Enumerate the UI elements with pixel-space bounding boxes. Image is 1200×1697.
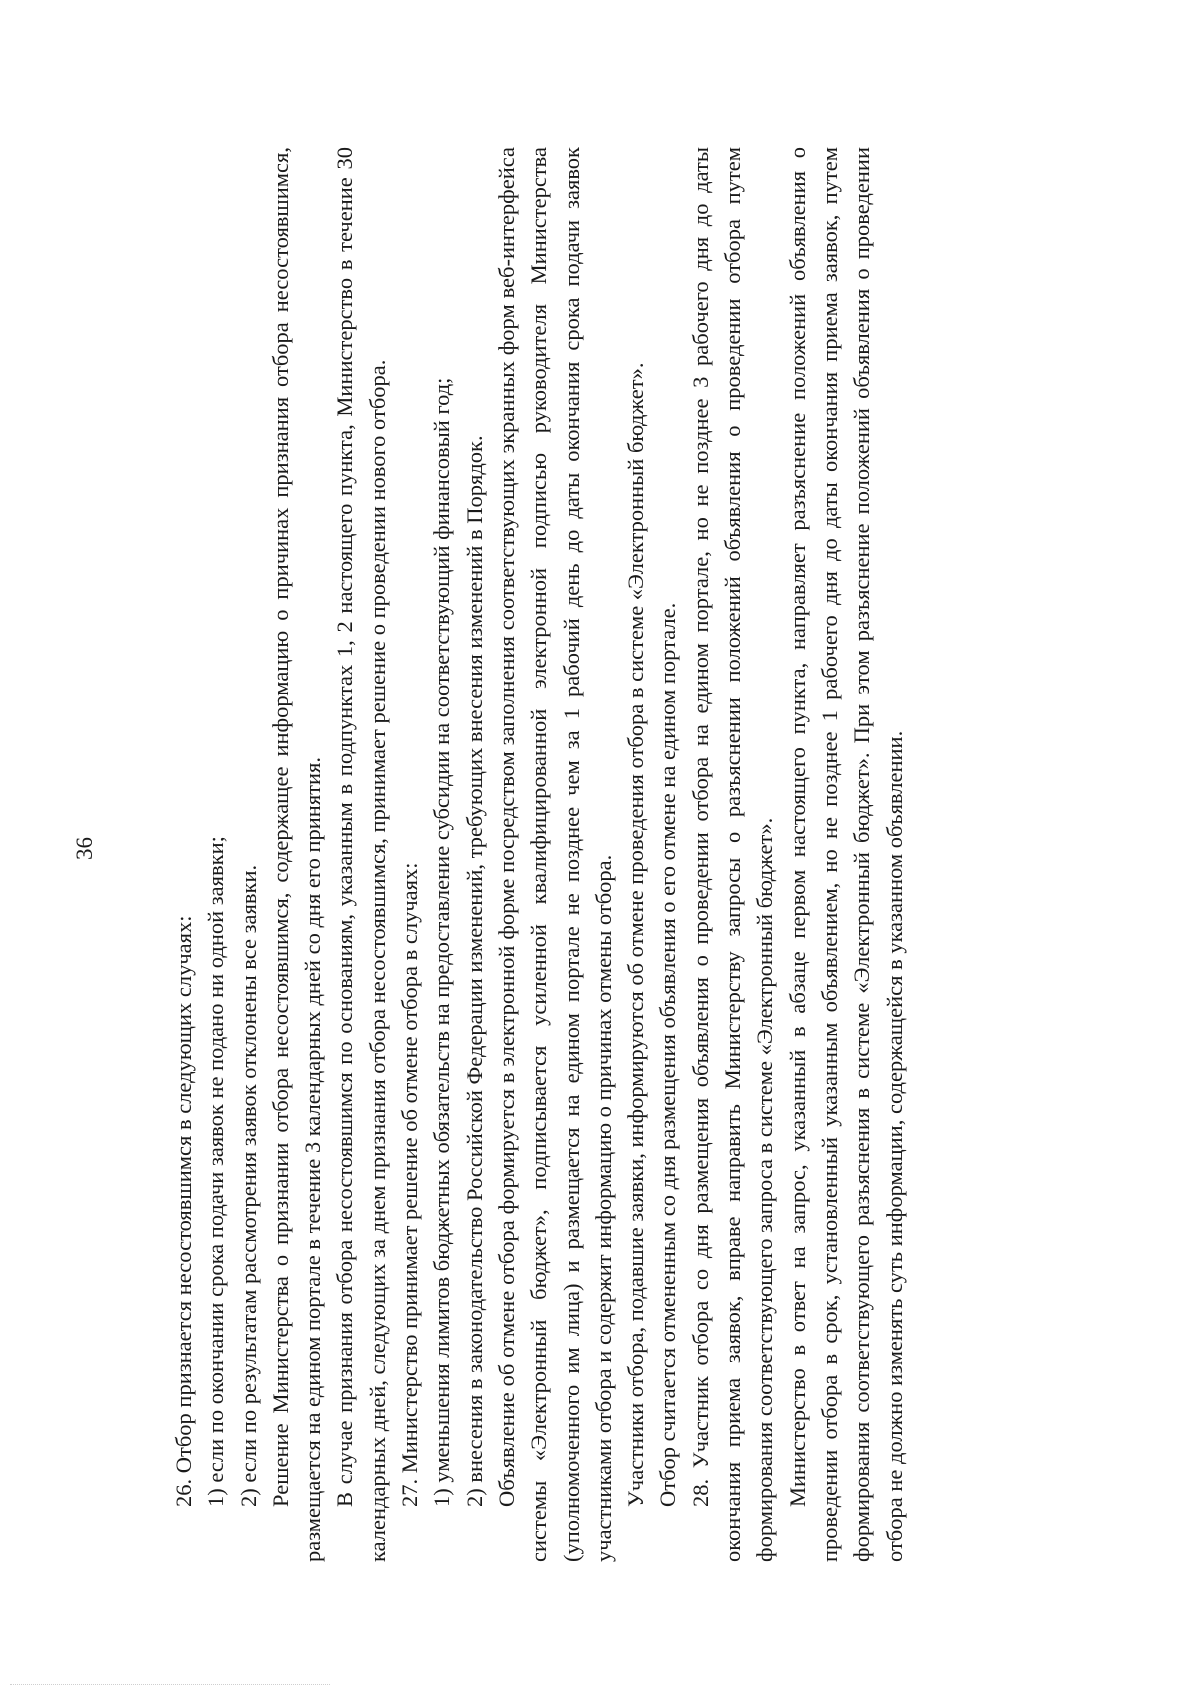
- paragraph-27-participants-informed: Участники отбора, подавшие заявки, информируются об отмене проведения отбора в системе «Электронный бюджет».: [623, 362, 649, 1507]
- paragraph-26-decision: Решение Министерства о признании отбора несостоявшимся, содержащее информацию о причинах признания отбора несостоявшимся, размещается на едином портале в течение 3 календарных дней со дня его принятия.: [267, 147, 326, 1562]
- paragraph-26-heading: 26. Отбор признается несостоявшимся в следующих случаях:: [171, 915, 196, 1507]
- paragraph-26-item-1: 1) если по окончании срока подачи заявок не подано ни одной заявки;: [203, 836, 229, 1507]
- paragraph-26-item-2: 2) если по результатам рассмотрения заявок отклонены все заявки.: [235, 864, 261, 1507]
- paragraph-28-heading: 28. Участник отбора со дня размещения объявления о проведении отбора на едином портале, но не позднее 3 рабочего дня до даты окончания приема заявок, вправе направить Министерству запросы о разъяснении положений объявления о проведении отбора путем формирования соответствующего запроса в системе «Электронный бюджет».: [687, 147, 778, 1562]
- scan-artifact-line: [10, 1684, 330, 1691]
- paragraph-28-ministry-response: Министерство в ответ на запрос, указанный в абзаце первом настоящего пункта, направляет разъяснение положений объявления о проведении отбора в срок, установленный указанным объявлением, но не позднее 1 рабочего дня до даты окончания приема заявок, путем формирования соответствующего разъяснения в системе «Электронный бюджет». При этом разъяснение положений объявления о проведении отбора не должно изменять суть информации, содержащейся в указанном объявлении.: [784, 147, 907, 1562]
- paragraph-27-item-1: 1) уменьшения лимитов бюджетных обязательств на предоставление субсидии на соответствующий финансовый год;: [429, 377, 455, 1507]
- paragraph-27-cancelled-date: Отбор считается отмененным со дня размещения объявления о его отмене на едином портале.: [655, 602, 681, 1507]
- document-body: [168, 147, 911, 1562]
- paragraph-27-heading: 27. Министерство принимает решение об отмене отбора в случаях:: [397, 862, 423, 1507]
- paragraph-27-item-2: 2) внесения в законодательство Российской Федерации изменений, требующих внесения изменений в Порядок.: [461, 435, 487, 1507]
- page-number: 36: [72, 837, 97, 860]
- paragraph-26-new-selection: В случае признания отбора несостоявшимся по основаниям, указанным в подпунктах 1, 2 настоящего пункта, Министерство в течение 30 календарных дней, следующих за днем признания отбора несостоявшимся, принимает решение о проведении нового отбора.: [332, 147, 390, 1562]
- paragraph-27-cancellation-notice: Объявление об отмене отбора формируется в электронной форме посредством заполнения соответствующих экранных форм веб-интерфейса системы «Электронный бюджет», подписывается усиленной квалифицированной электронной подписью руководителя Министерства (уполномоченного им лица) и размещается на едином портале не позднее чем за 1 рабочий день до даты окончания срока подачи заявок участниками отбора и содержит информацию о причинах отмены отбора.: [493, 147, 616, 1562]
